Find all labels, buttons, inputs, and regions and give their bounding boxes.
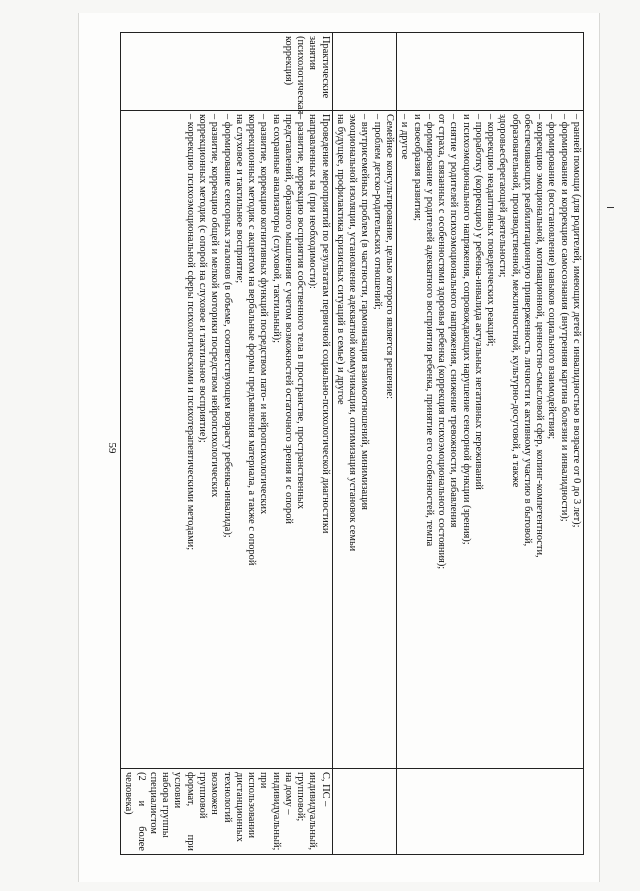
text-line: – и другое [399,114,411,160]
label-line: Практические [319,36,331,99]
row1-format-cell [397,769,584,855]
text-line: – формирование сенсорных эталонов (в объеме, соответствующем возрасту ребенка-инвалида); [221,114,233,538]
text-line: направленных на (при необходимости): [307,114,319,289]
text-line: обеспечивающих реабилитационную приверженность личности к активному участию в бытовой, [521,114,533,547]
text-line: – снятие у родителей психоэмоционального напряжения, снижение тревожности, избавления [448,114,460,528]
text-line: – коррекцию эмоциональной, мотивационной, ценностно-смысловой сфер, копинг-компетентности, [534,114,546,558]
table-row-psychological-counseling [397,33,584,855]
label-line: занятия [307,36,319,70]
table-row-family-counseling [332,33,396,855]
row2-content-cell [332,111,396,769]
text-line: Проведение мероприятий по результатам первичной социально-психологической диагностики [319,114,331,534]
text-line: на сохранные анализаторы (слуховой, тактильный); [270,114,282,343]
row1-content-cell [397,111,584,769]
row1-label-cell [397,33,584,111]
text-line: от страха, связанных с особенностями здоровья ребенка (коррекция психоэмоционального состояния); [436,114,448,570]
format-line: на дому – [282,772,294,815]
text-line: и психоэмоционального напряжения, сопровождающих нарушение сенсорной функции (зрения); [460,114,472,545]
text-line: – развитие, коррекцию общей и мелкой моторики посредством нейропсихологических [209,114,221,498]
text-line: – коррекцию психоэмоциональной сферы психологическими и психотерапевтическими методами; [184,114,196,551]
format-line: набора группы [160,772,172,838]
format-line: технологий [221,772,233,823]
text-line: и своеобразия развития; [411,114,423,222]
page-number: 59 [106,442,118,454]
text-line: представлений, образного мышления с учетом возможностей остаточного зрения и с опорой [282,114,294,524]
text-line: – коррекцию неадаптивных поведенческих реакций; [485,114,497,347]
text-line: здоровьесберегающей деятельности; [497,114,509,278]
text-line: образовательной, производственной, межличностной, культурно-досуговой, а также [509,114,521,488]
rotated-document-content [68,18,588,878]
row3-content-cell [121,111,333,769]
row3-label-cell [121,33,333,115]
margin-dash-mark [607,207,614,208]
text-line: Семейное консультирование, целью которого является решение: [384,114,396,399]
text-line: эмоциональной изоляции, установление адекватной коммуникации, оптимизация установок семьи [347,114,359,552]
text-line: – развитие, коррекцию когнитивных функций посредством пато- и нейропсихологических [258,114,270,515]
table-row-practical-sessions [121,33,333,855]
text-line: на будущее, профилактика кризисных ситуаций в семье) и другое [334,114,346,405]
format-line: (2 и более человека) [123,772,147,851]
format-line: индивидуальный; [270,772,282,851]
format-line: формат, при условии [172,772,196,851]
format-line: возможен групповой [197,772,221,819]
text-line: – проработку (коррекцию) у ребенка-инвалида актуальных негативных переживаний [472,114,484,490]
text-line: – развитие, коррекцию восприятия собственного тела в пространстве, пространственных [295,114,307,510]
text-line: коррекционных методик (с опорой на слуховое и тактильное восприятие); [197,114,209,443]
format-line: дистанционных [233,772,245,842]
row3-format-cell [121,769,333,855]
format-line: С, ПС – [319,772,331,807]
text-line: – формирование и коррекцию самосознания (внутренняя картина болезни и инвалидности); [558,114,570,522]
text-line: – внутрисемейных проблем (в частности, гармонизация взаимоотношений, минимизация [359,114,371,510]
text-line: на слуховое и тактильное восприятие; [233,114,245,284]
services-table [120,32,584,855]
format-line: групповой; [295,772,307,822]
text-line: – формирование (восстановление) навыков социального взаимодействия; [546,114,558,440]
text-line: – ранней помощи (для родителей, имеющих детей с инвалидностью в возрасте от 0 до 3 лет); [571,114,582,528]
row2-label-cell [332,33,396,111]
text-line: – формирование у родителей адекватного восприятия ребенка, принятие его особенностей, темпа [423,114,435,547]
row2-format-cell [332,769,396,855]
format-line: специалистом [147,772,159,834]
text-line: коррекционных методик с акцентом на вербальные формы предъявления материала, а также с опорой [246,114,258,566]
format-line: индивидуальный, [307,772,319,851]
label-line: коррекция) [282,36,294,86]
format-line: при использовании [246,772,270,839]
text-line: – проблем детско-родительских отношений; [371,114,383,310]
label-line: (психологическая [295,36,307,115]
